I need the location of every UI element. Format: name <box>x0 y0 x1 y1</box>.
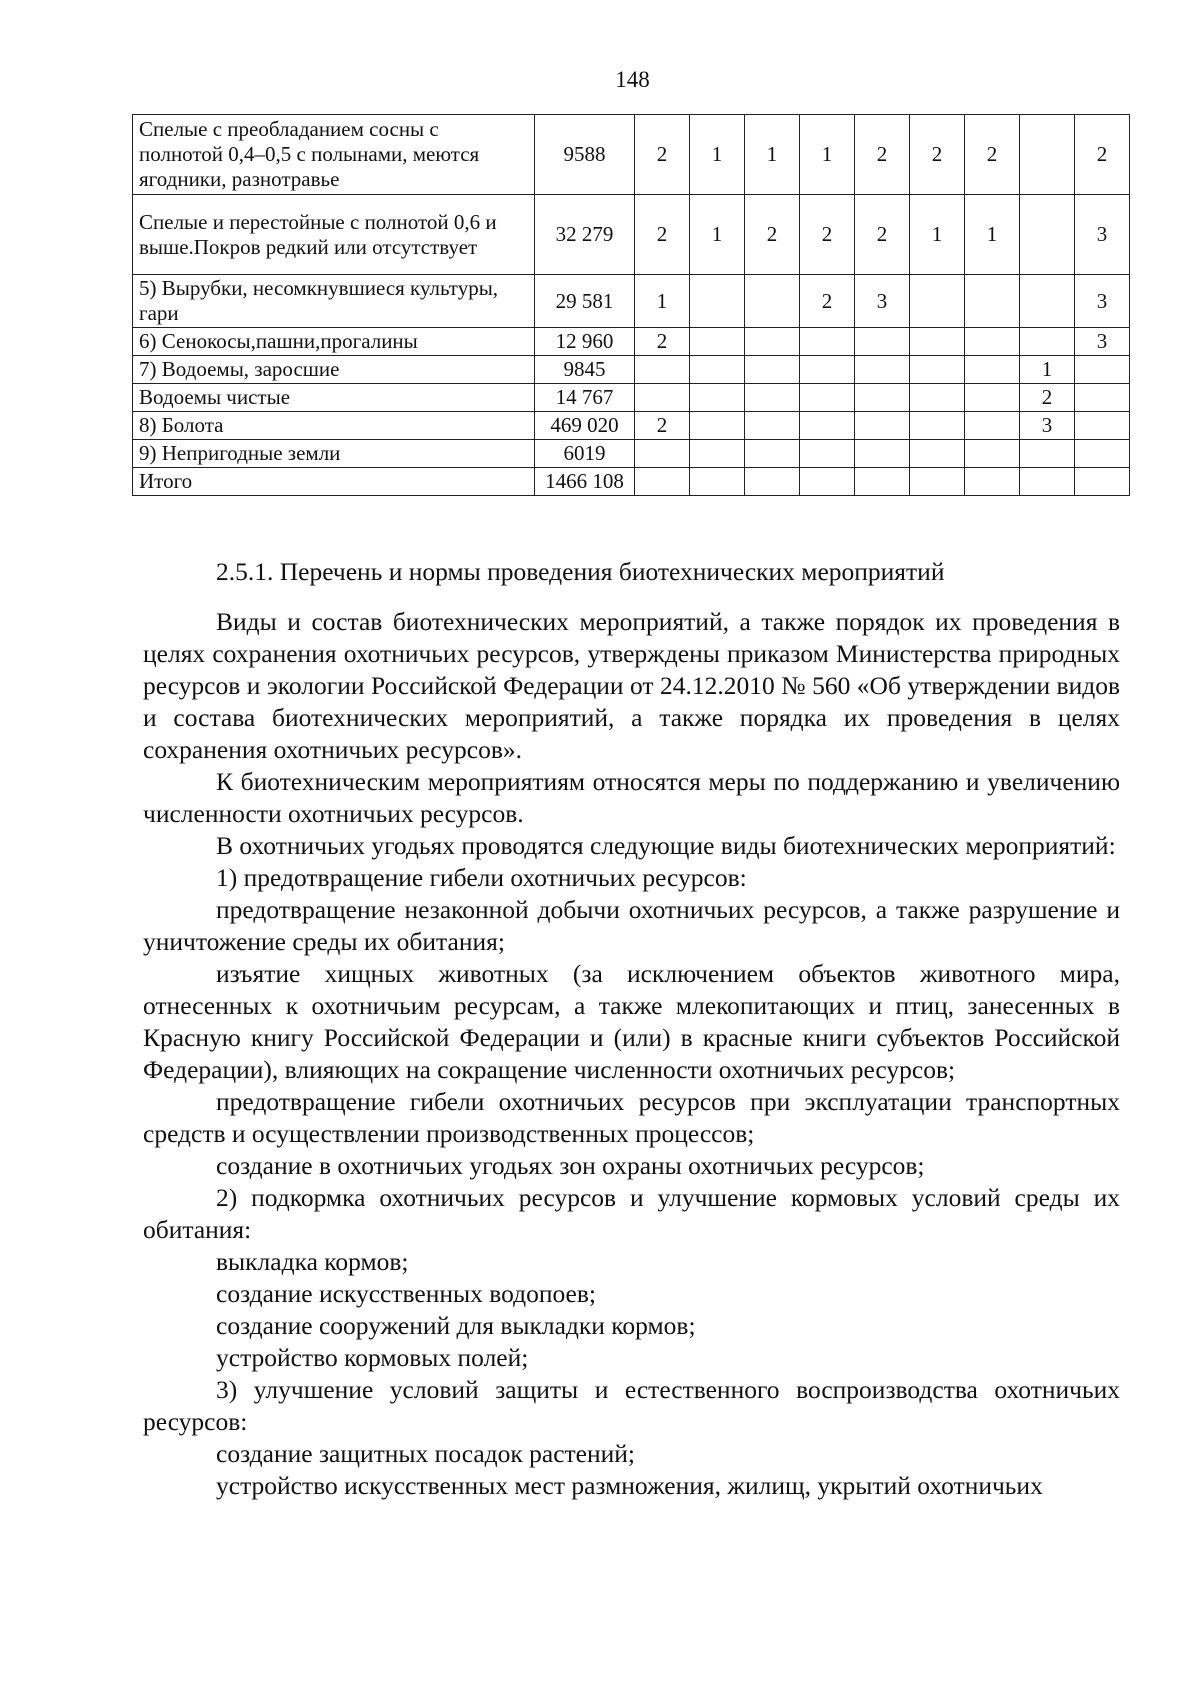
cell-score <box>910 468 965 496</box>
cell-score <box>800 384 855 412</box>
cell-score <box>1075 440 1130 468</box>
cell-score: 2 <box>800 275 855 328</box>
cell-category: 9) Непригодные земли <box>133 440 535 468</box>
cell-score <box>1020 440 1075 468</box>
cell-score <box>745 275 800 328</box>
cell-score <box>745 412 800 440</box>
cell-category: 7) Водоемы, заросшие <box>133 356 535 384</box>
cell-score <box>965 356 1020 384</box>
cell-score <box>855 440 910 468</box>
cell-score <box>690 356 745 384</box>
cell-score <box>855 384 910 412</box>
cell-score <box>800 440 855 468</box>
cell-category: 6) Сенокосы,пашни,прогалины <box>133 328 535 356</box>
cell-score <box>800 356 855 384</box>
cell-score: 2 <box>635 115 690 195</box>
cell-score: 1 <box>1020 356 1075 384</box>
paragraph: 2) подкормка охотничьих ресурсов и улучшение кормовых условий среды их обитания: <box>143 1183 1120 1244</box>
cell-score: 1 <box>965 195 1020 275</box>
cell-score <box>965 412 1020 440</box>
cell-area: 29 581 <box>535 275 635 328</box>
cell-score <box>745 468 800 496</box>
cell-score <box>635 468 690 496</box>
cell-score <box>1075 468 1130 496</box>
cell-score <box>910 440 965 468</box>
paragraph: Виды и состав биотехнических мероприятий, а также порядок их проведения в целях сохранения охотничьих ресурсов, утверждены приказом Министерства природных ресурсов и экологии Российской Федерации от 24.12.2010 № 560 «Об утверждении видов и состава биотехнических мероприятий, а также порядка их проведения в целях сохранения охотничьих ресурсов». <box>143 607 1120 764</box>
paragraphs <box>143 606 1120 1502</box>
cell-score: 2 <box>910 115 965 195</box>
cell-score <box>635 384 690 412</box>
cell-score <box>910 328 965 356</box>
paragraph: предотвращение гибели охотничьих ресурсов при эксплуатации транспортных средств и осуществлении производственных процессов; <box>143 1087 1120 1148</box>
cell-score: 2 <box>855 195 910 275</box>
cell-area: 9845 <box>535 356 635 384</box>
cell-score <box>745 440 800 468</box>
cell-score <box>855 356 910 384</box>
cell-score <box>690 440 745 468</box>
table-row <box>133 195 1130 275</box>
paragraph: создание сооружений для выкладки кормов; <box>216 1311 696 1340</box>
cell-score: 3 <box>1075 195 1130 275</box>
cell-score <box>800 468 855 496</box>
cell-score <box>855 412 910 440</box>
table-row <box>133 328 1130 356</box>
table-row <box>133 412 1130 440</box>
cell-score <box>800 412 855 440</box>
cell-area: 1466 108 <box>535 468 635 496</box>
paragraph: создание в охотничьих угодьях зон охраны охотничьих ресурсов; <box>216 1151 925 1180</box>
cell-score <box>690 468 745 496</box>
cell-score <box>965 468 1020 496</box>
paragraph: создание искусственных водопоев; <box>216 1279 596 1308</box>
cell-score: 2 <box>635 195 690 275</box>
cell-score <box>1020 275 1075 328</box>
cell-score <box>1075 412 1130 440</box>
table-body <box>133 115 1130 496</box>
cell-score: 1 <box>910 195 965 275</box>
cell-score <box>965 328 1020 356</box>
cell-area: 6019 <box>535 440 635 468</box>
cell-score <box>910 384 965 412</box>
cell-area: 32 279 <box>535 195 635 275</box>
habitat-table <box>132 114 1130 496</box>
cell-score: 1 <box>690 195 745 275</box>
paragraph: устройство искусственных мест размножения, жилищ, укрытий охотничьих <box>216 1471 1043 1500</box>
table-row <box>133 440 1130 468</box>
cell-score: 2 <box>1075 115 1130 195</box>
cell-category: Спелые с преобладанием сосны с полнотой 0,4–0,5 с полынами, меются ягодники, разнотравье <box>133 115 535 195</box>
table-row <box>133 275 1130 328</box>
cell-score: 2 <box>965 115 1020 195</box>
cell-score: 1 <box>690 115 745 195</box>
cell-score: 3 <box>1020 412 1075 440</box>
cell-score <box>965 275 1020 328</box>
cell-score <box>855 468 910 496</box>
cell-score <box>635 356 690 384</box>
cell-score <box>1075 384 1130 412</box>
cell-area: 469 020 <box>535 412 635 440</box>
cell-area: 9588 <box>535 115 635 195</box>
cell-score <box>1020 328 1075 356</box>
cell-score: 2 <box>855 115 910 195</box>
cell-score: 2 <box>635 412 690 440</box>
table-row <box>133 468 1130 496</box>
cell-score <box>745 356 800 384</box>
table-row <box>133 115 1130 195</box>
cell-category: Итого <box>133 468 535 496</box>
paragraph: устройство кормовых полей; <box>216 1343 529 1372</box>
table-row <box>133 384 1130 412</box>
cell-score: 2 <box>800 195 855 275</box>
paragraph: создание защитных посадок растений; <box>216 1439 636 1468</box>
paragraph: изъятие хищных животных (за исключением объектов животного мира, отнесенных к охотничьим ресурсам, а также млекопитающих и птиц, занесенных в Красную книгу Российской Федерации и (или) в красные книги субъектов Российской Федерации), влияющих на сокращение численности охотничьих ресурсов; <box>143 959 1120 1084</box>
section-heading: 2.5.1. Перечень и нормы проведения биотехнических мероприятий <box>216 557 945 586</box>
page-number: 148 <box>615 67 650 92</box>
cell-score: 2 <box>1020 384 1075 412</box>
cell-score: 1 <box>745 115 800 195</box>
cell-score <box>910 275 965 328</box>
cell-score: 2 <box>635 328 690 356</box>
paragraph: выкладка кормов; <box>216 1247 409 1276</box>
cell-score <box>690 328 745 356</box>
paragraph: К биотехническим мероприятиям относятся меры по поддержанию и увеличению численности охотничьих ресурсов. <box>143 767 1120 828</box>
cell-score <box>745 384 800 412</box>
cell-score <box>1075 356 1130 384</box>
paragraph: В охотничьих угодьях проводятся следующие виды биотехнических мероприятий: <box>216 831 1116 860</box>
cell-score: 2 <box>745 195 800 275</box>
table-row <box>133 356 1130 384</box>
cell-score <box>800 328 855 356</box>
cell-score <box>690 384 745 412</box>
cell-score <box>1020 115 1075 195</box>
cell-score: 3 <box>855 275 910 328</box>
cell-score <box>855 328 910 356</box>
cell-category: Водоемы чистые <box>133 384 535 412</box>
cell-category: 5) Вырубки, несомкнувшиеся культуры, гари <box>133 275 535 328</box>
section-content <box>143 556 1120 1502</box>
cell-score: 1 <box>635 275 690 328</box>
cell-score <box>965 384 1020 412</box>
paragraph: 3) улучшение условий защиты и естественного воспроизводства охотничьих ресурсов: <box>143 1375 1120 1436</box>
cell-score: 3 <box>1075 328 1130 356</box>
cell-score <box>910 412 965 440</box>
cell-score <box>690 275 745 328</box>
paragraph: 1) предотвращение гибели охотничьих ресурсов: <box>216 863 747 892</box>
paragraph: предотвращение незаконной добычи охотничьих ресурсов, а также разрушение и уничтожение среды их обитания; <box>143 895 1120 956</box>
cell-category: Спелые и перестойные с полнотой 0,6 и выше.Покров редкий или отсутствует <box>133 195 535 275</box>
cell-score <box>635 440 690 468</box>
cell-score <box>910 356 965 384</box>
cell-score: 3 <box>1075 275 1130 328</box>
cell-area: 12 960 <box>535 328 635 356</box>
cell-score <box>745 328 800 356</box>
cell-area: 14 767 <box>535 384 635 412</box>
cell-category: 8) Болота <box>133 412 535 440</box>
cell-score: 1 <box>800 115 855 195</box>
cell-score <box>965 440 1020 468</box>
cell-score <box>690 412 745 440</box>
cell-score <box>1020 195 1075 275</box>
cell-score <box>1020 468 1075 496</box>
